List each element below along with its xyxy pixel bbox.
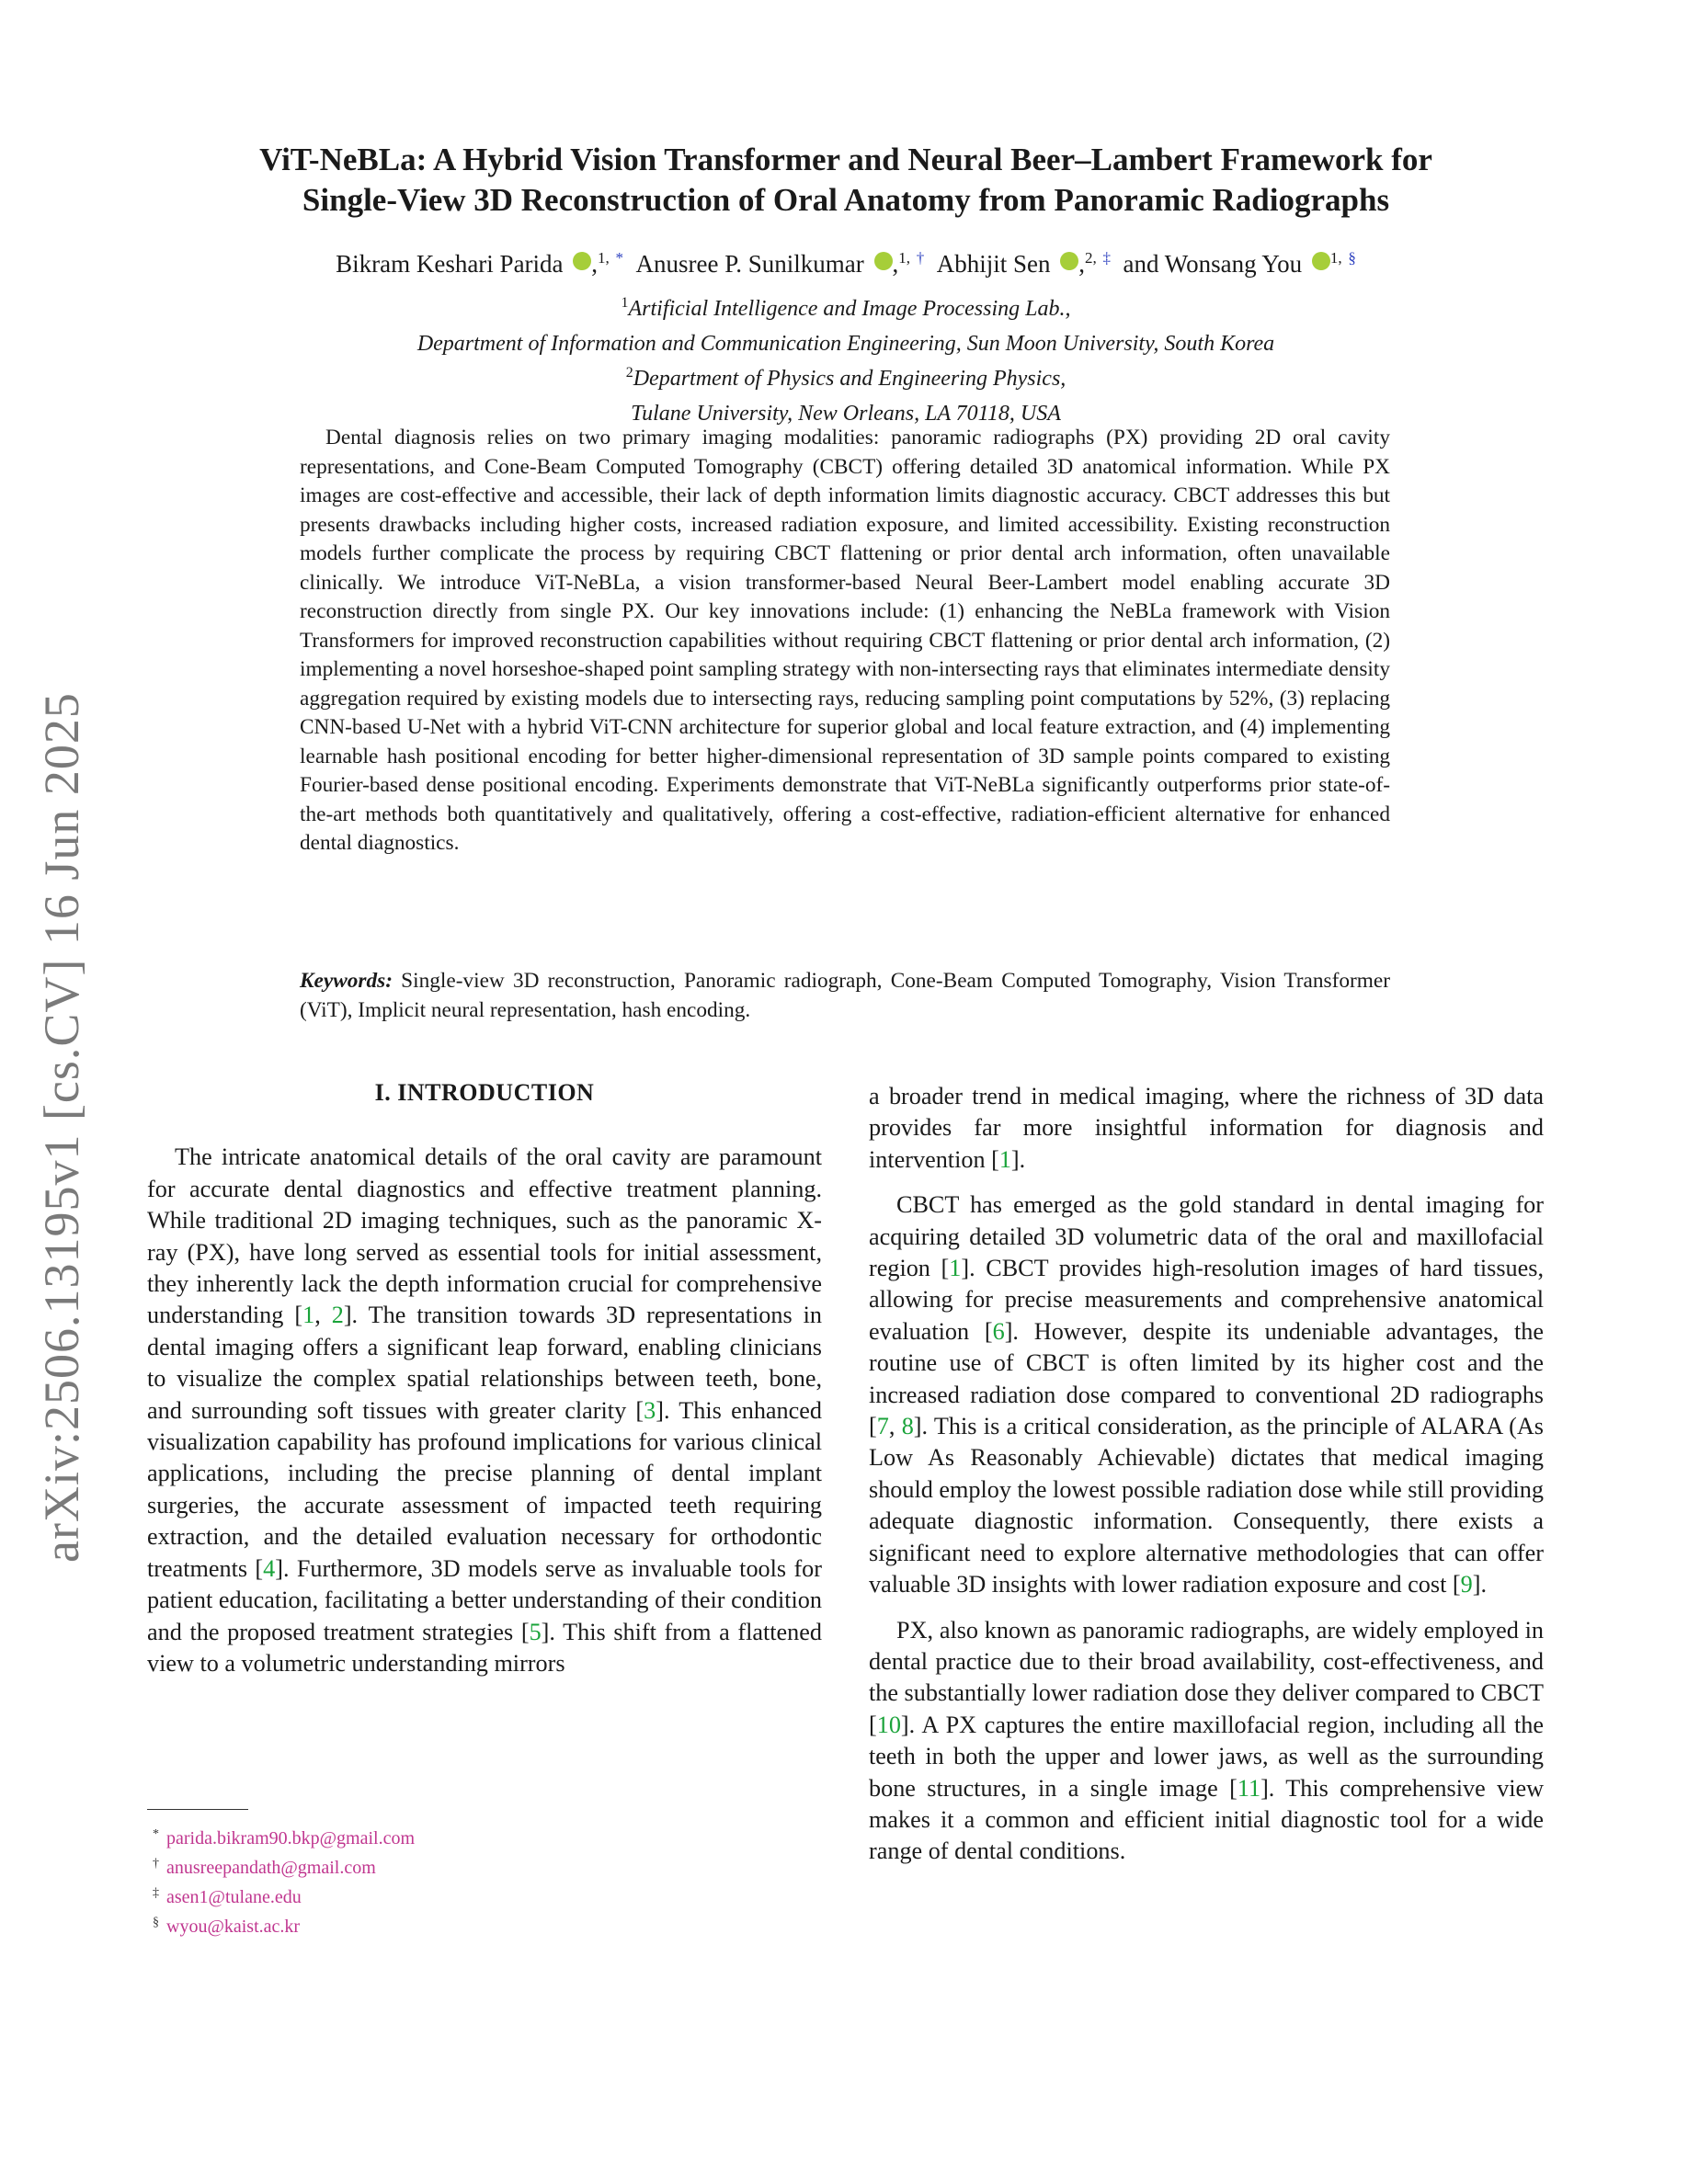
left-column <box>147 1077 822 1693</box>
title-line-1: ViT-NeBLa: A Hybrid Vision Transformer and Neural Beer–Lambert Framework for <box>259 142 1432 177</box>
body-text: ]. <box>1010 1145 1026 1173</box>
affiliation-line: Tulane University, New Orleans, LA 70118, USA <box>631 402 1061 426</box>
keywords <box>300 967 1390 1025</box>
footnote: § wyou@kaist.ac.kr <box>153 1916 301 1937</box>
author-list: Bikram Keshari Parida ,$^{1,}$ * Anusree P. Sunilkumar ,$^{1,}$ † Abhijit Sen ,$^{2,}$ ‡ and Wonsang You $^{1,}$ § <box>336 249 1356 278</box>
author-footnote-mark[interactable]: † <box>916 249 925 267</box>
author-footnote-mark[interactable]: * <box>615 249 624 267</box>
citation-link[interactable]: 10 <box>876 1711 901 1738</box>
citation-link[interactable]: 1 <box>302 1302 315 1329</box>
citation-link[interactable]: 3 <box>644 1396 656 1424</box>
left-body <box>147 1142 822 1679</box>
author-footnote-mark[interactable]: ‡ <box>1102 249 1112 267</box>
body-text: ]. <box>1472 1571 1488 1598</box>
orcid-icon[interactable] <box>1060 252 1078 270</box>
abstract: Dental diagnosis relies on two primary imaging modalities: panoramic radiographs (PX) providing 2D oral cavity representations, and Cone-Beam Computed Tomography (CBCT) offering detailed 3D anatomical information. While PX images are cost-effective and accessible, their lack of depth information limits diagnostic accuracy. CBCT addresses this but presents drawbacks including higher costs, increased radiation exposure, and limited accessibility. Existing reconstruction models further complicate the process by requiring CBCT flattening or prior dental arch information, often unavailable clinically. We introduce ViT-NeBLa, a vision transformer-based Neural Beer-Lambert model enabling accurate 3D reconstruction directly from single PX. Our key innovations include: (1) enhancing the NeBLa framework with Vision Transformers for improved reconstruction capabilities without requiring CBCT flattening or prior dental arch information, (2) implementing a novel horseshoe-shaped point sampling strategy with non-intersecting rays that eliminates intermediate density aggregation required by existing models due to intersecting rays, reducing sampling point computations by 52%, (3) replacing CNN-based U-Net with a hybrid ViT-CNN architecture for superior global and local feature extraction, and (4) implementing learnable hash positional encoding for better higher-dimensional representation of 3D sample points compared to existing Fourier-based dense positional encoding. Experiments demonstrate that ViT-NeBLa significantly outperforms prior state-of-the-art methods both quantitatively and qualitatively, offering a cost-effective, radiation-efficient alternative for enhanced dental diagnostics. <box>300 426 1390 855</box>
author-name: Bikram Keshari Parida <box>336 250 564 278</box>
body-text: CBCT has emerged as the gold standard in dental imaging for acquiring detailed 3D volumetric data of the oral and maxillofacial region [ <box>869 1191 1544 1282</box>
body-text: a broader trend in medical imaging, where the richness of 3D data provides far more insightful information for diagnosis and intervention [ <box>869 1083 1544 1173</box>
citation-link[interactable]: 1 <box>949 1255 962 1282</box>
body-text: , <box>314 1302 332 1329</box>
arxiv-identifier-text: arXiv:2506.13195v1 [cs.CV] 16 Jun 2025 <box>34 692 89 1563</box>
author-name: Abhijit Sen <box>936 250 1051 278</box>
body-text: ]. The transition towards 3D representations in dental imaging offers a significant leap forward, enabling clinicians to visualize the complex spatial relationships between teeth, bone, and surrounding soft tissues with greater clarity [ <box>147 1302 823 1424</box>
email-link[interactable]: anusreepandath@gmail.com <box>166 1858 376 1878</box>
body-text: , <box>888 1413 902 1440</box>
body-text: ]. This shift from a flattened view to a volumetric understanding mirrors <box>147 1618 822 1677</box>
body-text: The intricate anatomical details of the oral cavity are paramount for accurate dental diagnostics and effective treatment planning. While traditional 2D imaging techniques, such as the panoramic X-ray (PX), have long served as essential tools for initial assessment, they inherently lack the depth information crucial for comprehensive understanding [ <box>147 1143 822 1329</box>
citation-link[interactable]: 11 <box>1237 1774 1261 1802</box>
orcid-icon[interactable] <box>1312 252 1330 270</box>
footnote: ‡ asen1@tulane.edu <box>153 1886 302 1907</box>
right-column <box>869 1081 1544 1882</box>
author-affil-sup: 1, <box>898 249 911 267</box>
body-paragraph <box>869 1615 1544 1868</box>
citation-link[interactable]: 9 <box>1460 1571 1473 1598</box>
citation-link[interactable]: 6 <box>992 1317 1005 1345</box>
author-affil-sup: 1, <box>598 249 610 267</box>
body-text: ]. CBCT provides high-resolution images of hard tissues, allowing for precise measurements and comprehensive anatomical evaluation [ <box>869 1255 1544 1345</box>
body-text: ]. A PX captures the entire maxillofacial region, including all the teeth in both the upper and lower jaws, as well as the surrounding bone structures, in a single image [ <box>869 1711 1544 1802</box>
body-text: ]. This comprehensive view makes it a common and efficient initial diagnostic tool for a wide range of dental conditions. <box>869 1774 1544 1865</box>
body-text: ]. Furthermore, 3D models serve as invaluable tools for patient education, facilitating a better understanding of their condition and the proposed treatment strategies [ <box>147 1554 822 1645</box>
author-and: and <box>1123 250 1159 278</box>
citation-link[interactable]: 7 <box>876 1413 889 1440</box>
title-line-2: Single-View 3D Reconstruction of Oral Anatomy from Panoramic Radiographs <box>302 182 1390 218</box>
keywords-text: Single-view 3D reconstruction, Panoramic radiograph, Cone-Beam Computed Tomography, Vision Transformer (ViT), Implicit neural representation, hash encoding. <box>300 969 1390 1022</box>
body-text: ]. This is a critical consideration, as the principle of ALARA (As Low As Reasonably Achievable) dictates that medical imaging should employ the lowest possible radiation dose while still providing adequate diagnostic information. Consequently, there exists a significant need to explore alternative methodologies that can offer valuable 3D insights with lower radiation exposure and cost [ <box>869 1413 1544 1598</box>
body-paragraph <box>869 1081 1544 1176</box>
citation-link[interactable]: 2 <box>331 1302 344 1329</box>
right-body <box>869 1081 1544 1868</box>
body-text: ]. However, despite its undeniable advantages, the routine use of CBCT is often limited by its higher cost and the increased radiation dose compared to conventional 2D radiographs [ <box>869 1317 1544 1440</box>
author-affil-sup: 1, <box>1329 249 1342 267</box>
orcid-icon[interactable] <box>874 252 893 270</box>
citation-link[interactable]: 1 <box>998 1145 1011 1173</box>
footnote: † anusreepandath@gmail.com <box>153 1857 376 1878</box>
author-name: Anusree P. Sunilkumar <box>635 250 864 278</box>
body-text: PX, also known as panoramic radiographs, are widely employed in dental practice due to their broad availability, cost-effectiveness, and the substantially lower radiation dose they deliver compared to CBCT [ <box>869 1616 1544 1738</box>
body-text: ]. This enhanced visualization capability has profound implications for various clinical applications, including the precise planning of dental implant surgeries, the accurate assessment of impacted teeth requiring extraction, and the detailed evaluation necessary for orthodontic treatments [ <box>147 1396 822 1582</box>
email-link[interactable]: wyou@kaist.ac.kr <box>166 1917 301 1937</box>
body-paragraph <box>147 1142 822 1679</box>
keywords-label: Keywords: <box>300 969 393 993</box>
affiliation-line: Department of Information and Communication Engineering, Sun Moon University, South Korea <box>416 332 1275 356</box>
footnote-rule <box>147 1809 248 1810</box>
affiliation-line: $^2$Department of Physics and Engineering Physics, <box>625 365 1066 391</box>
orcid-icon[interactable] <box>573 252 591 270</box>
citation-link[interactable]: 5 <box>529 1618 542 1645</box>
affiliations <box>138 289 1554 428</box>
body-paragraph <box>869 1189 1544 1600</box>
footnote: * parida.bikram90.bkp@gmail.com <box>153 1827 416 1848</box>
citation-link[interactable]: 8 <box>901 1413 914 1440</box>
paper-title <box>138 140 1554 221</box>
author-name: Wonsang You <box>1164 250 1303 278</box>
affiliation-line: $^1$Artificial Intelligence and Image Processing Lab., <box>621 295 1071 321</box>
arxiv-identifier <box>33 692 89 1599</box>
footnotes <box>153 1822 704 1939</box>
section-heading-introduction: I. INTRODUCTION <box>374 1079 595 1106</box>
author-footnote-mark[interactable]: § <box>1348 249 1356 267</box>
email-link[interactable]: parida.bikram90.bkp@gmail.com <box>166 1828 416 1848</box>
author-affil-sup: 2, <box>1085 249 1097 267</box>
email-link[interactable]: asen1@tulane.edu <box>166 1887 302 1907</box>
citation-link[interactable]: 4 <box>263 1554 276 1582</box>
